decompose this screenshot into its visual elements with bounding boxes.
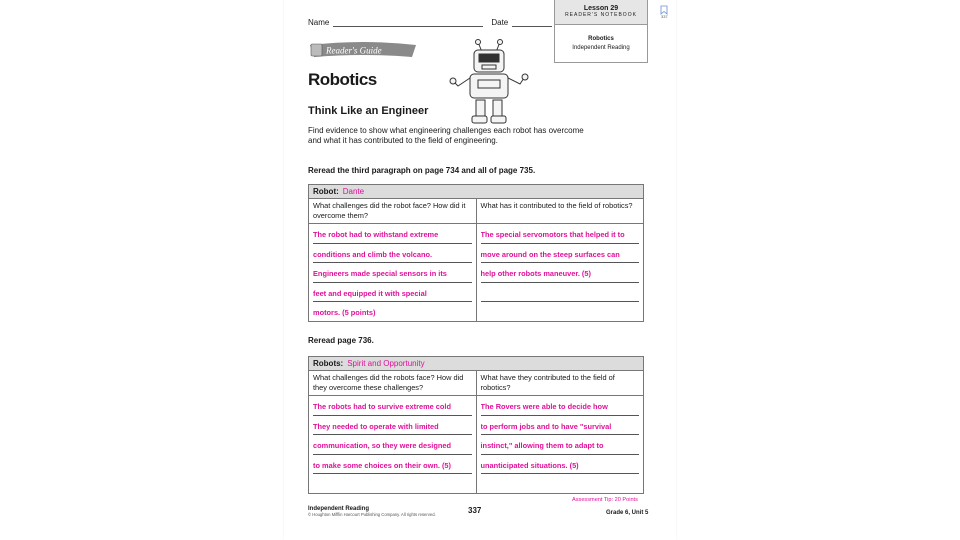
answer-line (481, 474, 640, 493)
answer-line (313, 474, 472, 493)
robots-label: Robots: (313, 359, 344, 368)
question-contributions: What have they contributed to the field of robotics? (476, 371, 644, 396)
answer-line (481, 283, 640, 303)
answer-line: Engineers made special sensors in its (313, 263, 472, 283)
badge-text: Reader's Guide (326, 45, 382, 56)
footer-copyright: © Houghton Mifflin Harcourt Publishing Company. All rights reserved. (308, 512, 436, 517)
lesson-number: Lesson 29 (583, 5, 619, 12)
evidence-table-dante (308, 184, 644, 322)
answer-line: to perform jobs and to have "survival (481, 416, 640, 436)
page-number: 337 (468, 506, 482, 515)
answer-line: instinct," allowing them to adapt to (481, 435, 640, 455)
answer-line: communication, so they were designed (313, 435, 472, 455)
robots-name: Spirit and Opportunity (347, 359, 425, 368)
answer-line: to make some choices on their own. (5) (313, 455, 472, 475)
robot-name: Dante (342, 187, 365, 196)
reread-instruction-2: Reread page 736. (308, 336, 374, 345)
answer-line (481, 302, 640, 321)
reread-instruction-1: Reread the third paragraph on page 734 and all of page 735. (308, 166, 536, 175)
lesson-info (555, 25, 647, 53)
date-line (512, 26, 552, 27)
lesson-topic: Robotics (588, 36, 614, 42)
question-challenges: What challenges did the robots face? How did they overcome these challenges? (309, 371, 477, 396)
notebook-label: READER'S NOTEBOOK (565, 12, 637, 18)
name-date-row (308, 18, 552, 27)
answer-line: feet and equipped it with special (313, 283, 472, 303)
evidence-table-rovers (308, 356, 644, 494)
page-title: Robotics (308, 70, 377, 89)
answer-line: help other robots maneuver. (5) (481, 263, 640, 283)
thumbnail-page-number: 337 (661, 14, 668, 19)
answer-cell-contributions (476, 224, 644, 322)
name-line (333, 26, 483, 27)
lesson-box (554, 0, 648, 63)
robot-label: Robot: (313, 187, 339, 196)
page-subtitle: Think Like an Engineer (308, 105, 429, 117)
name-label: Name (308, 18, 330, 27)
table-header-rovers (309, 357, 644, 371)
answer-line: The robot had to withstand extreme (313, 224, 472, 244)
footer-section: Independent Reading (308, 506, 370, 512)
robot-illustration (444, 38, 534, 126)
date-label: Date (491, 18, 509, 27)
page-thumbnail[interactable] (659, 2, 673, 24)
grade-unit: Grade 6, Unit 5 (606, 510, 649, 516)
footer-left (308, 506, 436, 517)
assessment-tip: Assessment Tip: 20 Points (572, 497, 638, 503)
lesson-header (555, 0, 647, 25)
worksheet-sheet (284, 0, 676, 540)
answer-line: The special servomotors that helped it to (481, 224, 640, 244)
answer-line: motors. (5 points) (313, 308, 376, 317)
worksheet-page (284, 0, 676, 540)
answer-line: unanticipated situations. (5) (481, 455, 640, 475)
instructions: Find evidence to show what engineering challenges each robot has overcome and what it has contributed to the field of engineering. (308, 126, 584, 145)
readers-guide-badge (308, 41, 418, 59)
answer-line: The robots had to survive extreme cold (313, 396, 472, 416)
answer-line: move around on the steep surfaces can (481, 244, 640, 264)
question-challenges: What challenges did the robot face? How did it overcome them? (309, 199, 477, 224)
question-contributions: What has it contributed to the field of robotics? (476, 199, 644, 224)
answer-cell-contributions (476, 396, 644, 494)
answer-line: The Rovers were able to decide how (481, 396, 640, 416)
answer-line: They needed to operate with limited (313, 416, 472, 436)
table-header-dante (309, 185, 644, 199)
answer-cell-challenges (309, 396, 477, 494)
lesson-type: Independent Reading (572, 45, 630, 51)
answer-cell-challenges (309, 224, 477, 322)
answer-line: conditions and climb the volcano. (313, 244, 472, 264)
